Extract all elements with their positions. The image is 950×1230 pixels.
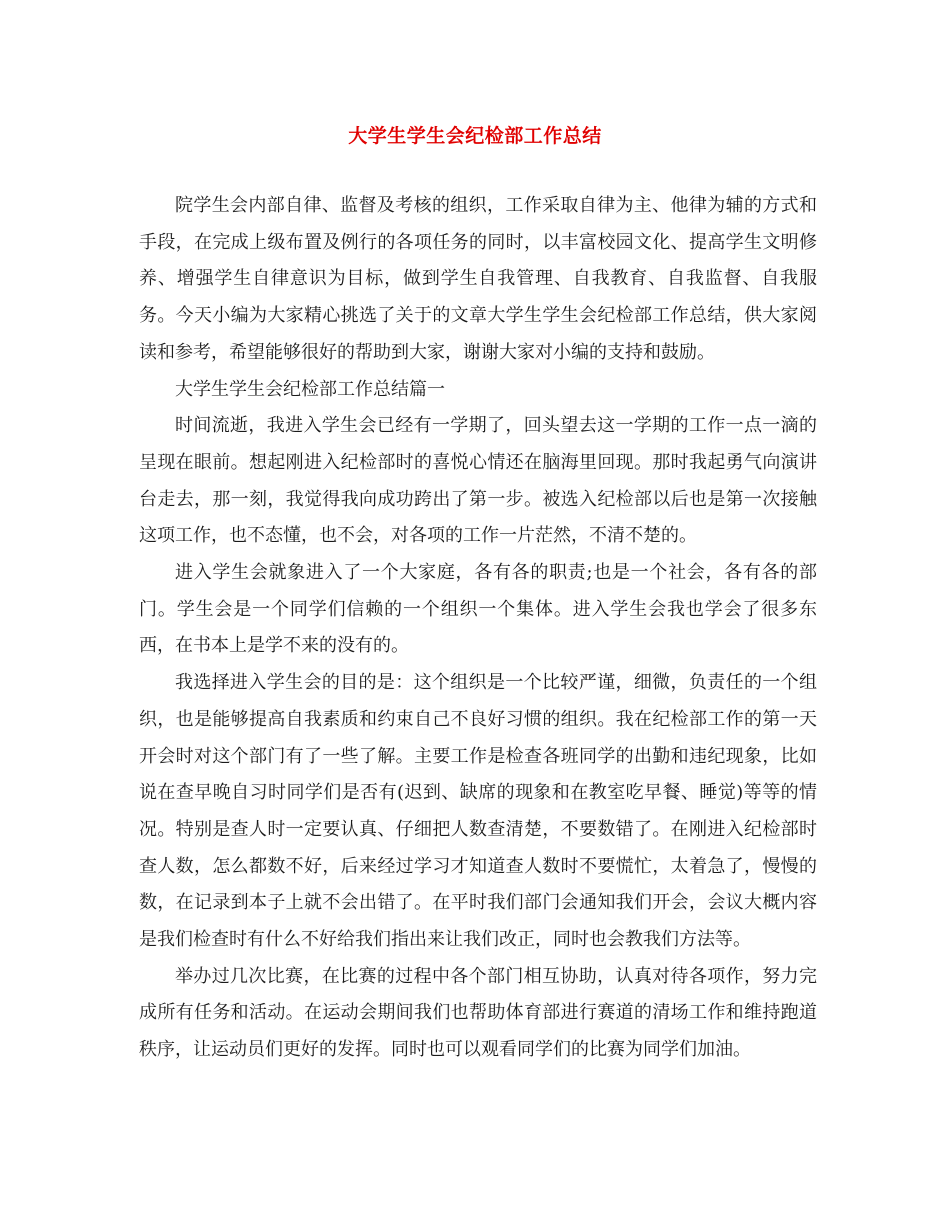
document-body: [139, 188, 817, 1069]
paragraph: 进入学生会就象进入了一个大家庭，各有各的职责;也是一个社会，各有各的部门。学生会是一个同学们信赖的一个组织一个集体。进入学生会我也学会了很多东西，在书本上是学不来的没有的。: [139, 562, 817, 657]
paragraph: 我选择进入学生会的目的是：这个组织是一个比较严谨，细微，负责任的一个组织，也是能够提高自我素质和约束自己不良好习惯的组织。我在纪检部工作的第一天开会时对这个部门有了一些了解。主要工作是检查各班同学的出勤和违纪现象，比如说在查早晚自习时同学们是否有(迟到、缺席的现象和在教室吃早餐、睡觉)等等的情况。特别是查人时一定要认真、仔细把人数查清楚，不要数错了。在刚进入纪检部时查人数，怎么都数不好，后来经过学习才知道查人数时不要慌忙，太着急了，慢慢的数，在记录到本子上就不会出错了。在平时我们部门会通知我们开会，会议大概内容是我们检查时有什么不好给我们指出来让我们改正，同时也会教我们方法等。: [139, 672, 817, 951]
section-heading: 大学生学生会纪检部工作总结篇一: [175, 378, 445, 400]
document-title: 大学生学生会纪检部工作总结: [348, 125, 602, 147]
paragraph-intro: 院学生会内部自律、监督及考核的组织，工作采取自律为主、他律为辅的方式和手段，在完成上级布置及例行的各项任务的同时，以丰富校园文化、提高学生文明修养、增强学生自律意识为目标，做到学生自我管理、自我教育、自我监督、自我服务。今天小编为大家精心挑选了关于的文章大学生学生会纪检部工作总结，供大家阅读和参考，希望能够很好的帮助到大家，谢谢大家对小编的支持和鼓励。: [139, 195, 817, 363]
paragraph: 举办过几次比赛，在比赛的过程中各个部门相互协助，认真对待各项作，努力完成所有任务和活动。在运动会期间我们也帮助体育部进行赛道的清场工作和维持跑道秩序，让运动员们更好的发挥。同时也可以观看同学们的比赛为同学们加油。: [139, 965, 817, 1061]
paragraph: 时间流逝，我进入学生会已经有一学期了，回头望去这一学期的工作一点一滴的呈现在眼前。想起刚进入纪检部时的喜悦心情还在脑海里回现。那时我起勇气向演讲台走去，那一刻，我觉得我向成功跨出了第一步。被选入纪检部以后也是第一次接触这项工作，也不态懂，也不会，对各项的工作一片茫然，不清不楚的。: [139, 415, 817, 547]
